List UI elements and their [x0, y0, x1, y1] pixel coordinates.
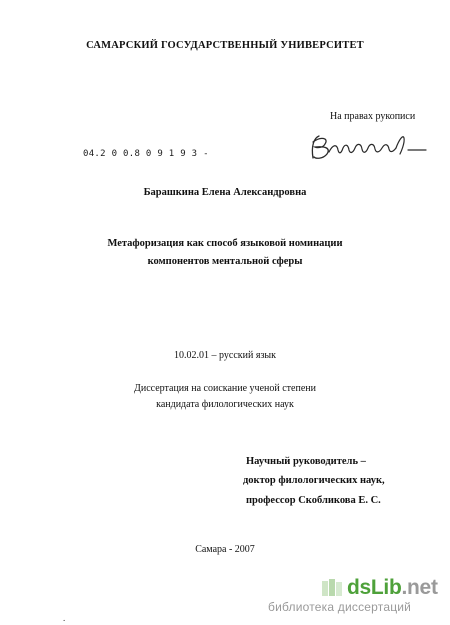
university-name: САМАРСКИЙ ГОСУДАРСТВЕННЫЙ УНИВЕРСИТЕТ — [86, 40, 364, 51]
degree-line-1: Диссертация на соискание ученой степени — [134, 383, 316, 394]
dissertation-title-line-2: компонентов ментальной сферы — [147, 256, 303, 267]
dissertation-title-line-1: Метафоризация как способ языковой номинации — [107, 238, 343, 249]
author-name: Барашкина Елена Александровна — [143, 187, 307, 198]
watermark-logo-tld: .net — [401, 576, 438, 599]
book-icon — [320, 578, 346, 598]
signature-icon — [305, 128, 430, 164]
page-mark: . — [63, 613, 66, 623]
watermark-caption: библиотека диссертаций — [268, 600, 412, 614]
watermark-logo[interactable] — [347, 576, 438, 600]
library-stamp-number: 04.2 0 0.8 0 9 1 9 3 - — [83, 149, 209, 159]
manuscript-rights-label: На правах рукописи — [330, 111, 416, 122]
city-year: Самара - 2007 — [195, 544, 255, 555]
supervisor-degree: доктор филологических наук, — [243, 475, 385, 486]
specialty-code: 10.02.01 – русский язык — [174, 350, 276, 361]
watermark-logo-main: dsLib — [347, 576, 402, 599]
supervisor-heading: Научный руководитель – — [246, 456, 366, 467]
supervisor-name: профессор Скобликова Е. С. — [246, 495, 381, 506]
degree-line-2: кандидата филологических наук — [156, 399, 294, 410]
